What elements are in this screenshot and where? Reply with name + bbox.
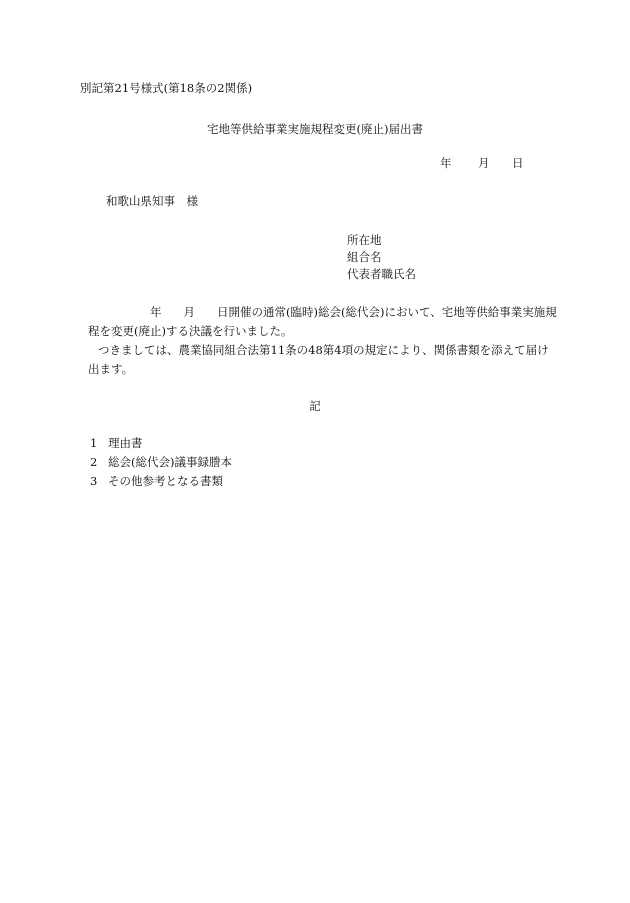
form-number: 別記第21号様式(第18条の2関係)	[80, 81, 253, 95]
enclosure-text: 理由書	[108, 436, 143, 450]
applicant-representative-label: 代表者職氏名	[347, 267, 416, 281]
ki-heading: 記	[309, 399, 321, 413]
applicant-association-label: 組合名	[347, 250, 382, 264]
body-month: 月	[183, 305, 195, 319]
body-year: 年	[150, 305, 162, 319]
date-line	[440, 155, 524, 171]
body-paragraph-1	[88, 303, 558, 341]
enclosure-text: その他参考となる書類	[108, 474, 223, 488]
date-year: 年	[440, 156, 452, 170]
enclosure-item	[90, 435, 143, 451]
date-day: 日	[512, 156, 524, 170]
body-paragraph-2: つきましては、農業協同組合法第11条の48第4項の規定により、関係書類を添えて届け出ます。	[88, 343, 549, 376]
enclosure-item	[90, 473, 223, 489]
enclosure-item	[90, 454, 232, 470]
enclosure-number: 3	[90, 474, 98, 488]
enclosure-number: 2	[90, 455, 98, 469]
document-title: 宅地等供給事業実施規程変更(廃止)届出書	[207, 122, 423, 136]
notification-body	[88, 303, 558, 379]
applicant-location-label: 所在地	[347, 233, 382, 247]
enclosure-number: 1	[90, 436, 98, 450]
enclosure-text: 総会(総代会)議事録謄本	[108, 455, 232, 469]
date-month: 月	[478, 156, 490, 170]
body-paragraph-1-text: 日開催の通常(臨時)総会(総代会)において、宅地等供給事業実施規程を変更(廃止)する決議を行いました。	[88, 305, 557, 338]
addressee: 和歌山県知事 様	[106, 194, 198, 208]
